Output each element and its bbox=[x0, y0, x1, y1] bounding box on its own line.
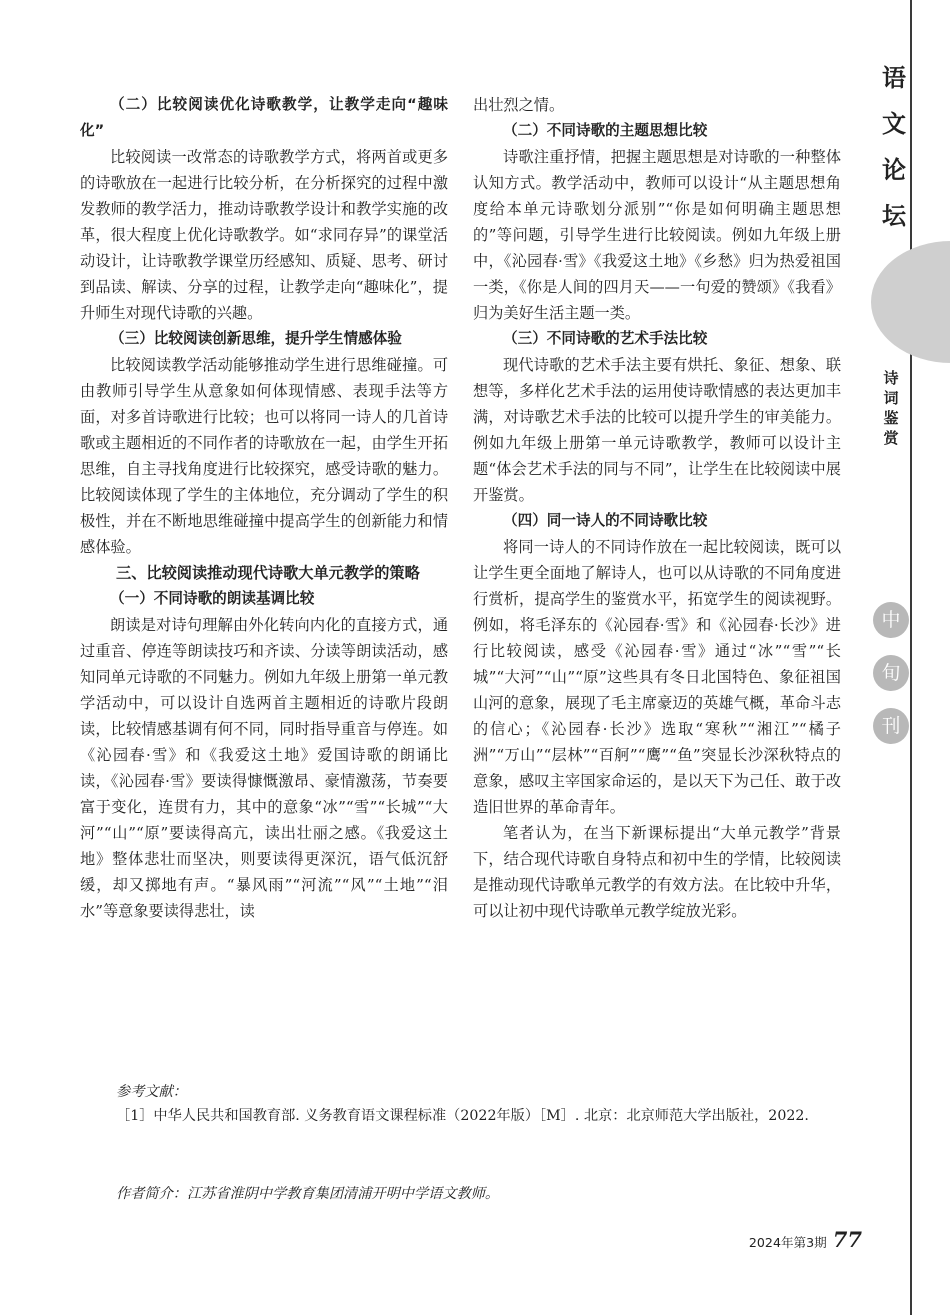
column-title-char: 论 bbox=[882, 156, 906, 184]
section-heading: （二）比较阅读优化诗歌教学，让教学走向“趣味化” bbox=[80, 96, 448, 139]
section-label-char: 诗 bbox=[883, 369, 899, 387]
margin-divider bbox=[910, 0, 912, 1315]
section-heading: （二）不同诗歌的主题思想比较 bbox=[503, 122, 708, 139]
paragraph: 诗歌注重抒情，把握主题思想是对诗歌的一种整体认知方式。教学活动中，教师可以设计“从主题思想角度给本单元诗歌划分派别”“你是如何明确主题思想的”等问题，引导学生进行比较阅读。例如九年级上册中，《沁园春·雪》《我爱这土地》《乡愁》归为热爱祖国一类，《你是人间的四月天——一句爱的赞颂》《我看》归为美好生活主题一类。 bbox=[473, 148, 841, 322]
references bbox=[80, 1080, 840, 1128]
paragraph: 现代诗歌的艺术手法主要有烘托、象征、想象、联想等，多样化艺术手法的运用使诗歌情感的表达更加丰满，对诗歌艺术手法的比较可以提升学生的审美能力。例如九年级上册第一单元诗歌教学，教师可以设计主题“体会艺术手法的同与不同”，让学生在比较阅读中展开鉴赏。 bbox=[473, 356, 841, 504]
right-column bbox=[473, 92, 841, 924]
section-heading: （三）比较阅读创新思维，提升学生情感体验 bbox=[110, 330, 402, 347]
page-footer bbox=[749, 1227, 862, 1252]
paragraph: 笔者认为，在当下新课标提出“大单元教学”背景下，结合现代诗歌自身特点和初中生的学情，比较阅读是推动现代诗歌单元教学的有效方法。在比较中升华，可以让初中现代诗歌单元教学绽放光彩。 bbox=[473, 824, 841, 920]
section-heading: （四）同一诗人的不同诗歌比较 bbox=[503, 512, 708, 529]
reference-item: ［1］中华人民共和国教育部. 义务教育语文课程标准（2022年版）［M］. 北京：北京师范大学出版社，2022. bbox=[116, 1108, 809, 1124]
page-number: 77 bbox=[832, 1227, 862, 1252]
section-heading: （一）不同诗歌的朗读基调比较 bbox=[110, 590, 315, 607]
journal-badge: 中 bbox=[873, 602, 909, 638]
paragraph: 比较阅读教学活动能够推动学生进行思维碰撞。可由教师引导学生从意象如何体现情感、表现手法等方面，对多首诗歌进行比较；也可以将同一诗人的几首诗歌或主题相近的不同作者的诗歌放在一起，由学生开拓思维，自主寻找角度进行比较探究，感受诗歌的魅力。比较阅读体现了学生的主体地位，充分调动了学生的积极性，并在不断地思维碰撞中提高学生的创新能力和情感体验。 bbox=[80, 356, 448, 556]
column-title-char: 坛 bbox=[882, 202, 906, 230]
paragraph: 朗读是对诗句理解由外化转向内化的直接方式，通过重音、停连等朗读技巧和齐读、分读等朗读活动，感知同单元诗歌的不同魅力。例如九年级上册第一单元教学活动中，可以设计自选两首主题相近的诗歌片段朗读，比较情感基调有何不同，同时指导重音与停连。如《沁园春·雪》和《我爱这土地》爱国诗歌的朗诵比读，《沁园春·雪》要读得慷慨激昂、豪情激荡，节奏要富于变化，连贯有力，其中的意象“冰”“雪”“长城”“大河”“山”“原”要读得高亢，读出壮丽之感。《我爱这土地》整体悲壮而坚决，则要读得更深沉，语气低沉舒缓，却又掷地有声。“暴风雨”“河流”“风”“土地”“泪水”等意象要读得悲壮，读 bbox=[80, 616, 448, 920]
left-column bbox=[80, 92, 448, 924]
paragraph-continuation: 出壮烈之情。 bbox=[473, 96, 565, 114]
author-bio: 作者简介：江苏省淮阴中学教育集团清浦开明中学语文教师。 bbox=[116, 1186, 500, 1202]
column-title-char: 语 bbox=[882, 64, 906, 92]
section-label-char: 词 bbox=[883, 389, 899, 407]
journal-badge: 刊 bbox=[873, 708, 909, 744]
paragraph: 将同一诗人的不同诗作放在一起比较阅读，既可以让学生更全面地了解诗人，也可以从诗歌的不同角度进行赏析，提高学生的鉴赏水平，拓宽学生的阅读视野。例如，将毛泽东的《沁园春·雪》和《沁园春·长沙》进行比较阅读，感受《沁园春·雪》通过“冰”“雪”“长城”“大河”“山”“原”这些具有冬日北国特色、象征祖国山河的意象，展现了毛主席豪迈的英雄气概，革命斗志的信心；《沁园春·长沙》选取“寒秋”“湘江”“橘子洲”“万山”“层林”“百舸”“鹰”“鱼”突显长沙深秋特点的意象，感叹主宰国家命运的，是以天下为己任、敢于改造旧世界的革命青年。 bbox=[473, 538, 841, 816]
column-title-char: 文 bbox=[882, 110, 906, 138]
issue-label: 2024年第3期 bbox=[748, 1235, 827, 1250]
column-title bbox=[878, 55, 910, 239]
paragraph: 比较阅读一改常态的诗歌教学方式，将两首或更多的诗歌放在一起进行比较分析，在分析探究的过程中激发教师的教学活力，推动诗歌教学设计和教学实施的改革，很大程度上优化诗歌教学。如“求同存异”的课堂活动设计，让诗歌教学课堂历经感知、质疑、思考、研讨到品读、解读、分享的过程，让教学走向“趣味化”，提升师生对现代诗歌的兴趣。 bbox=[80, 148, 448, 322]
section-label-char: 赏 bbox=[883, 429, 899, 447]
decorative-circle bbox=[871, 241, 950, 363]
journal-badge: 旬 bbox=[873, 655, 909, 691]
section-heading: （三）不同诗歌的艺术手法比较 bbox=[503, 330, 708, 347]
section-label-char: 鉴 bbox=[883, 409, 899, 427]
section-label bbox=[877, 368, 905, 448]
chapter-heading: 三、比较阅读推动现代诗歌大单元教学的策略 bbox=[116, 564, 420, 582]
references-title: 参考文献： bbox=[116, 1084, 187, 1100]
